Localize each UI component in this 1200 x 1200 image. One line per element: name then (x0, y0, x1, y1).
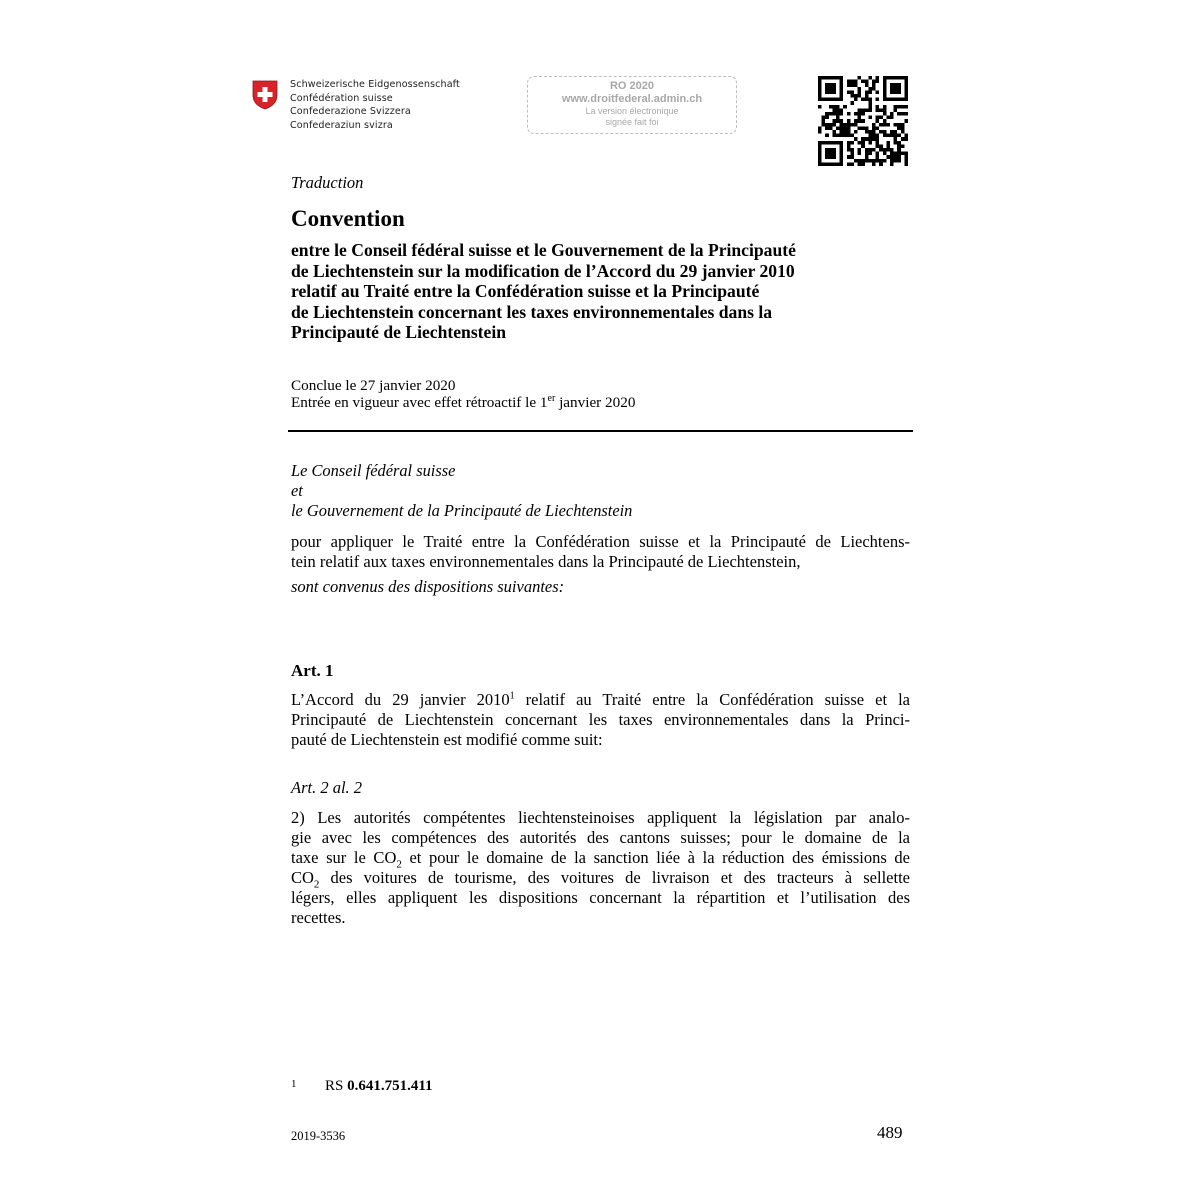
purpose-line: pour appliquer le Traité entre la Confédération suisse et la Principauté de Liechtens- (291, 532, 910, 551)
confederation-line-de: Schweizerische Eidgenossenschaft (290, 79, 460, 90)
subtitle-line: de Liechtenstein sur la modification de l’Accord du 29 janvier 2010 (291, 260, 795, 281)
article-1-line-end: relatif au Traité entre la Confédération suisse et la (514, 690, 910, 709)
document-title: Convention (291, 206, 405, 231)
purpose-line: tein relatif aux taxes environnementales dans la Principauté de Liechtenstein, (291, 552, 801, 571)
party-liechtenstein: le Gouvernement de la Principauté de Liechtenstein (291, 501, 633, 520)
confederation-line-it: Confederazione Svizzera (290, 106, 411, 118)
article-1-line (291, 690, 910, 710)
subtitle-line: Principauté de Liechtenstein (291, 322, 507, 342)
stamp-signed: signée fait foi (605, 117, 659, 127)
article-2-line: gie avec les compétences des autorités des cantons suisses; pour le domaine de la (291, 828, 910, 847)
page-number: 489 (877, 1123, 903, 1142)
subtitle-line: relatif au Traité entre la Confédération suisse et la Principauté (291, 281, 760, 301)
co2-text: CO (291, 868, 314, 887)
entry-into-force-suffix: janvier 2020 (555, 394, 636, 411)
swiss-coat-of-arms-logo (252, 80, 278, 110)
article-2-heading: Art. 2 al. 2 (291, 778, 363, 797)
preamble-purpose (291, 532, 910, 572)
entry-into-force-prefix: Entrée en vigueur avec effet rétroactif le 1 (291, 394, 548, 411)
party-conjunction: et (291, 481, 303, 500)
confederation-line-rm: Confederaziun svizra (290, 119, 393, 131)
stamp-ro: RO 2020 (609, 80, 655, 92)
translation-label: Traduction (291, 173, 364, 192)
article-2-text (291, 808, 910, 928)
article-2-line-rest: des voitures de tourisme, des voitures de livraison et des tracteurs à sellette (319, 868, 910, 887)
concluded-date: Conclue le 27 janvier 2020 (291, 377, 456, 394)
footnote-number: 1 (291, 1078, 297, 1090)
article-2-line-rest: et pour le domaine de la sanction liée à la réduction des émissions de (401, 848, 910, 867)
article-1-text (291, 690, 910, 750)
agreement-statement: sont convenus des dispositions suivantes: (291, 577, 565, 596)
footnote (291, 1078, 433, 1095)
article-1-line-start: L’Accord du 29 janvier 2010 (291, 690, 510, 709)
official-publication-stamp (527, 76, 737, 134)
article-2-line: recettes. (291, 908, 346, 927)
entry-into-force (291, 394, 635, 411)
entry-into-force-sup: er (547, 392, 556, 404)
confederation-names (290, 78, 460, 132)
document-dates (291, 377, 635, 411)
article-1-heading: Art. 1 (291, 661, 334, 680)
article-2-line: 2) Les autorités compétentes liechtensteinoises appliquent la législation par analo- (291, 808, 910, 827)
subtitle-line: entre le Conseil fédéral suisse et le Gouvernement de la Principauté (291, 240, 796, 260)
article-1-line: pauté de Liechtenstein est modifié comme suit: (291, 730, 603, 749)
document-subtitle (291, 240, 911, 343)
article-2-line (291, 868, 910, 891)
footnote-prefix: RS (325, 1078, 348, 1094)
confederation-line-fr: Confédération suisse (290, 92, 393, 104)
footnote-reference: 1 (509, 690, 515, 702)
contracting-parties (291, 461, 632, 521)
article-2-line: légers, elles appliquent les dispositions concernant la répartition et l’utilisation des (291, 888, 910, 907)
co2-text: taxe sur le CO (291, 848, 397, 867)
title-divider (288, 430, 913, 432)
article-1-line: Principauté de Liechtenstein concernant les taxes environnementales dans la Princi- (291, 710, 910, 729)
stamp-electronic-version: La version électronique (585, 106, 679, 116)
footnote-reference-number: 0.641.751.411 (347, 1078, 433, 1094)
party-switzerland: Le Conseil fédéral suisse (291, 461, 456, 480)
document-number: 2019-3536 (291, 1129, 346, 1143)
article-2-line (291, 848, 910, 871)
qr-code (818, 76, 908, 166)
co2-subscript: 2 (313, 878, 320, 891)
co2-subscript: 2 (396, 858, 402, 871)
stamp-website: www.droitfederal.admin.ch (561, 93, 703, 105)
subtitle-line: de Liechtenstein concernant les taxes environnementales dans la (291, 301, 773, 322)
